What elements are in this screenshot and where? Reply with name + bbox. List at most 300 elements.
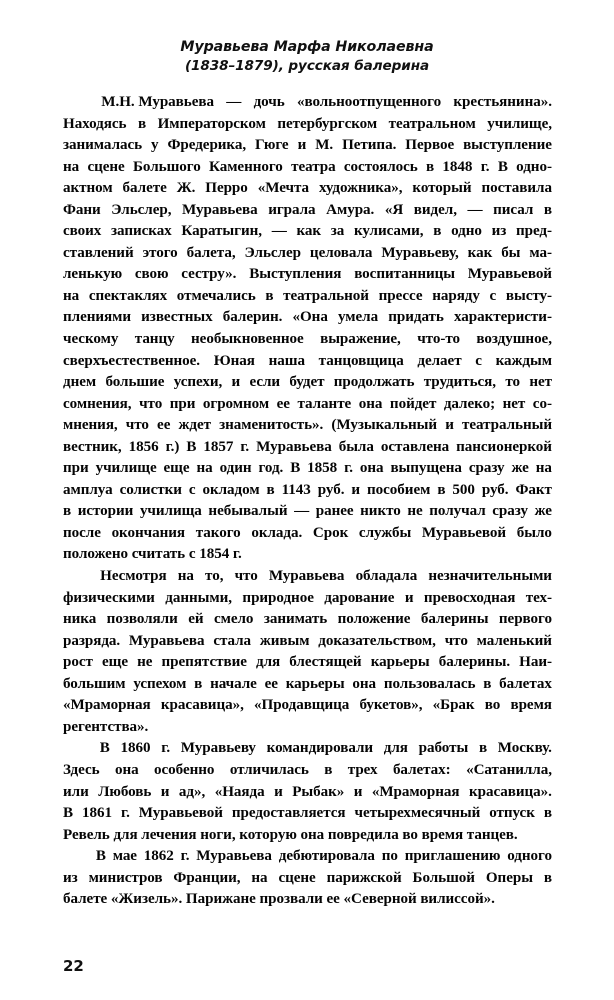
word: балерины. — [438, 654, 511, 671]
word: балетах — [499, 675, 552, 692]
word: ждет — [178, 417, 211, 434]
word: Эльслер — [244, 244, 301, 261]
word: еще — [101, 654, 128, 671]
page-number: 22 — [63, 957, 84, 975]
word: в — [543, 201, 552, 218]
word: этого — [142, 244, 178, 261]
word: препятствие — [161, 654, 247, 671]
word: делает — [417, 352, 462, 369]
text-line — [63, 846, 552, 868]
word: сцене — [87, 158, 125, 175]
word: Фани — [63, 201, 101, 218]
word: 1143 — [281, 481, 311, 498]
word: же — [511, 460, 529, 477]
word: Срок — [312, 524, 349, 541]
word: мае — [112, 848, 137, 865]
word: училище, — [487, 115, 552, 132]
word: с — [475, 352, 482, 369]
word: — — [226, 94, 242, 110]
word: из — [491, 223, 507, 240]
word: «Сатанилла, — [466, 761, 552, 778]
word: танцовщица — [318, 352, 404, 369]
word: что — [444, 632, 468, 649]
paragraph — [63, 738, 552, 846]
text-line — [63, 221, 552, 243]
word: видел, — [413, 201, 457, 218]
word: в — [478, 740, 488, 757]
word: г. — [161, 740, 171, 757]
word: В — [63, 805, 74, 822]
word: во — [484, 697, 501, 714]
word: — — [294, 503, 310, 520]
word: получал — [429, 503, 486, 520]
word: г. — [240, 438, 250, 455]
word: В — [290, 460, 301, 477]
word: Наи- — [519, 654, 552, 671]
word: г. — [120, 805, 130, 822]
word: ника — [63, 611, 97, 628]
word: как — [467, 244, 493, 261]
text-line — [63, 868, 552, 890]
word: по — [381, 848, 398, 865]
word: доказательством, — [318, 632, 436, 649]
word: сразу — [468, 460, 505, 477]
word: ческому — [63, 331, 119, 348]
text-line — [63, 674, 552, 696]
word: амплуа — [63, 481, 113, 498]
word: необыкновенное — [191, 331, 304, 348]
word: наряду — [432, 287, 480, 304]
word: дарование — [324, 589, 395, 606]
word: балетах: — [392, 761, 451, 778]
word: данными, — [165, 589, 232, 606]
word: 1860 — [120, 740, 151, 757]
word: при — [169, 395, 196, 412]
word: в — [437, 481, 446, 498]
word: «Наяда — [214, 783, 265, 800]
text-line — [63, 200, 552, 222]
word: «Она — [292, 309, 328, 326]
word: который — [412, 180, 472, 197]
word: сразу — [492, 503, 528, 520]
word: одно — [451, 223, 482, 240]
word: что — [125, 417, 149, 434]
word: Муравьева — [182, 201, 258, 218]
word: живым — [259, 632, 310, 649]
word: в — [483, 675, 492, 692]
text-line — [63, 588, 552, 610]
word: «Брак — [432, 697, 475, 714]
word: окладом — [202, 481, 260, 498]
word: и — [404, 589, 414, 606]
word: оставлена — [380, 438, 450, 455]
word: начале — [210, 675, 257, 692]
word: еще — [163, 460, 190, 477]
word: Императорском — [157, 115, 266, 132]
word: Муравьеву, — [381, 244, 459, 261]
word: Муравьевой — [138, 805, 223, 822]
word: Эльслер, — [111, 201, 172, 218]
word: своих — [63, 223, 102, 240]
word: г. — [180, 848, 190, 865]
word: не — [407, 503, 423, 520]
word: с — [489, 287, 497, 304]
word: ее — [157, 417, 171, 434]
word: и — [351, 481, 361, 498]
word: природное — [242, 589, 314, 606]
word: карьеры — [370, 654, 430, 671]
word: в — [63, 503, 72, 520]
word: продолжать — [333, 374, 415, 391]
word: в — [265, 287, 274, 304]
word: прессе — [378, 287, 423, 304]
word: Большого — [133, 158, 201, 175]
word: 1858 — [307, 460, 338, 477]
word: писал — [493, 201, 534, 218]
word: в — [324, 761, 333, 778]
text-line — [63, 394, 552, 416]
word: что-то — [417, 331, 460, 348]
word: что — [234, 568, 258, 585]
word: целовала — [309, 244, 373, 261]
text-line — [63, 738, 552, 760]
word: позволяли — [106, 611, 178, 628]
word: Петипа. — [342, 137, 397, 154]
word: на — [177, 568, 194, 585]
word: дочь — [253, 94, 285, 110]
word: сверхъестественное. — [63, 352, 201, 369]
first-line-indent — [63, 738, 89, 760]
word: Большой — [412, 869, 475, 886]
word: Муравьевой — [467, 266, 552, 283]
word: год. — [258, 460, 284, 477]
text-line — [63, 114, 552, 136]
word: каждым — [495, 352, 552, 369]
word: огромном — [202, 395, 270, 412]
word: в — [426, 158, 435, 175]
word: со- — [532, 395, 552, 412]
word: Юная — [213, 352, 255, 369]
word: если — [249, 374, 281, 391]
text-line — [63, 782, 552, 804]
paragraph — [63, 846, 552, 911]
word: и — [160, 783, 170, 800]
word: на — [251, 869, 268, 886]
word: 500 — [452, 481, 475, 498]
word: театральный — [461, 417, 552, 434]
word: в — [543, 869, 552, 886]
word: М.Н. Муравьева — [101, 94, 214, 110]
word: время — [510, 697, 552, 714]
text-line — [63, 264, 552, 286]
heading-title: Муравьева Марфа Николаевна — [180, 39, 434, 55]
word: театральной — [283, 287, 369, 304]
word: красавица». — [468, 783, 552, 800]
word: тех- — [525, 589, 552, 606]
word: выпущена — [390, 460, 462, 477]
word: М. — [315, 137, 334, 154]
word: руб. — [317, 481, 345, 498]
word: и — [274, 783, 283, 800]
word: командировали — [266, 740, 374, 757]
word: Оперы — [485, 869, 533, 886]
word: окончания — [111, 524, 186, 541]
word: маленький — [476, 632, 552, 649]
word: одного — [507, 848, 552, 865]
word: она — [359, 460, 384, 477]
word: 1848 — [442, 158, 473, 175]
word: Фредерика, — [167, 137, 247, 154]
word: на — [63, 287, 80, 304]
word: ад», — [178, 783, 206, 800]
first-line-indent — [63, 846, 89, 868]
word: четырехмесячный — [354, 805, 481, 822]
word: была — [338, 438, 374, 455]
word: пособием — [367, 481, 431, 498]
heading-subtitle: (1838–1879), русская балерина — [184, 58, 430, 74]
word: не — [137, 654, 153, 671]
word: воздушное, — [476, 331, 552, 348]
word: на — [63, 158, 80, 175]
word: в — [137, 115, 147, 132]
word: 1862 — [143, 848, 174, 865]
word: Гюге — [255, 137, 289, 154]
word: балерин. — [222, 309, 283, 326]
word: стала — [213, 632, 252, 649]
word: в — [543, 805, 552, 822]
word: пойдет — [389, 395, 437, 412]
text-line — [63, 286, 552, 308]
word: то, — [205, 568, 224, 585]
word: на — [196, 460, 213, 477]
text-line — [63, 178, 552, 200]
word: было — [516, 524, 552, 541]
word: ленькую — [63, 266, 123, 283]
word: ставлений — [63, 244, 134, 261]
word: В — [186, 438, 197, 455]
word: Муравьева — [256, 438, 332, 455]
word: Ж. — [176, 180, 196, 197]
word: положение — [337, 611, 411, 628]
text-line — [63, 243, 552, 265]
word: за — [330, 223, 345, 240]
word: бы — [501, 244, 521, 261]
word: с — [188, 481, 196, 498]
word: придать — [388, 309, 444, 326]
paragraph — [63, 92, 552, 566]
word: Выступления — [249, 266, 342, 283]
word: ей — [188, 611, 204, 628]
word: Находясь — [63, 115, 127, 132]
text-line: положено считать с 1854 г. — [63, 546, 242, 563]
text-line — [63, 157, 552, 179]
word: Факт — [515, 481, 552, 498]
text-line — [63, 458, 552, 480]
word: и — [353, 783, 363, 800]
text-line — [63, 307, 552, 329]
text-line — [63, 523, 552, 545]
word: приглашению — [404, 848, 501, 865]
word: Амура. — [326, 201, 375, 218]
word: рост — [63, 654, 93, 671]
word: плениями — [63, 309, 132, 326]
word: отпуск — [489, 805, 535, 822]
word: ее — [276, 395, 290, 412]
word: министров — [88, 869, 163, 886]
word: обладала — [355, 568, 418, 585]
word: отличилась — [229, 761, 309, 778]
word: большим — [63, 675, 126, 692]
word: Каратыгин, — [181, 223, 262, 240]
word: красавица», — [160, 697, 244, 714]
word: то — [505, 374, 520, 391]
word: успехи, — [173, 374, 223, 391]
word: небывалый — [208, 503, 288, 520]
word: — — [467, 201, 483, 218]
word: у — [151, 137, 159, 154]
word: Муравьева — [196, 848, 272, 865]
word: сестру». — [181, 266, 237, 283]
word: на — [535, 460, 552, 477]
word: балета, — [186, 244, 236, 261]
word: трех — [347, 761, 378, 778]
word: особенно — [154, 761, 215, 778]
word: Перро — [205, 180, 248, 197]
word: букетов», — [359, 697, 423, 714]
word: работы — [418, 740, 469, 757]
word: училища — [139, 503, 202, 520]
word: спектаклях — [88, 287, 168, 304]
word: днем — [63, 374, 97, 391]
word: пансионеркой — [456, 438, 552, 455]
text-line — [63, 415, 552, 437]
first-line-indent — [63, 92, 89, 114]
text-line: Ревель для лечения ноги, которую она повредила во время танцев. — [63, 826, 518, 843]
word: предоставляется — [231, 805, 346, 822]
word: смело — [213, 611, 254, 628]
word: солистки — [119, 481, 182, 498]
word: Муравьева — [268, 568, 345, 585]
word: карьеры — [285, 675, 345, 692]
word: г. — [480, 158, 490, 175]
word: училище — [95, 460, 157, 477]
word: «Мечта — [257, 180, 309, 197]
word: нет — [502, 395, 526, 412]
word: и — [445, 417, 454, 434]
word: пользовалась — [383, 675, 476, 692]
word: отмечались — [176, 287, 256, 304]
word: разряда. — [63, 632, 121, 649]
word: сомнения, — [63, 395, 132, 412]
word: поставила — [481, 180, 552, 197]
first-line-indent — [63, 566, 89, 588]
word: театра — [291, 158, 336, 175]
word: дебютировала — [278, 848, 375, 865]
word: г.) — [165, 438, 180, 455]
word: в — [266, 481, 275, 498]
text-line — [63, 803, 552, 825]
word: для — [256, 654, 281, 671]
word: Рыбак» — [292, 783, 345, 800]
word: руб. — [481, 481, 509, 498]
word: большие — [105, 374, 165, 391]
word: Муравьевой — [421, 524, 507, 541]
word: после — [63, 524, 101, 541]
word: ма- — [529, 244, 552, 261]
word: занималась — [63, 137, 143, 154]
word: характеристи- — [454, 309, 552, 326]
word: 1857 — [203, 438, 234, 455]
word: ранее — [315, 503, 354, 520]
word: — — [271, 223, 287, 240]
word: нет — [529, 374, 552, 391]
word: при — [63, 460, 89, 477]
word: (Музыкальный — [331, 417, 438, 434]
word: балете — [122, 180, 167, 197]
word: один — [219, 460, 252, 477]
word: из — [63, 869, 78, 886]
word: крестьянина». — [453, 94, 552, 110]
word: в — [433, 223, 442, 240]
word: трудиться, — [423, 374, 497, 391]
word: актном — [63, 180, 113, 197]
text-line — [63, 631, 552, 653]
paragraph — [63, 566, 552, 738]
word: Здесь — [63, 761, 100, 778]
word: службы — [358, 524, 412, 541]
word: танцу — [134, 331, 175, 348]
word: таланте — [297, 395, 352, 412]
word: «Я — [384, 201, 404, 218]
word: Муравьеву — [180, 740, 256, 757]
word: будет — [289, 374, 325, 391]
word: художника», — [318, 180, 403, 197]
word: истории — [77, 503, 134, 520]
word: как — [296, 223, 322, 240]
word: В — [95, 848, 106, 865]
word: и — [297, 137, 307, 154]
word: Москву. — [497, 740, 552, 757]
word: записках — [111, 223, 172, 240]
text-line — [63, 695, 552, 717]
text-line — [63, 566, 552, 588]
text-line — [63, 92, 552, 114]
word: и — [231, 374, 241, 391]
word: сцене — [278, 869, 316, 886]
word: свою — [134, 266, 169, 283]
text-line — [63, 609, 552, 631]
word: пред- — [515, 223, 552, 240]
word: или — [63, 783, 89, 800]
word: первого — [498, 611, 552, 628]
word: балерины — [420, 611, 489, 628]
word: 1856 — [128, 438, 159, 455]
word: Первое — [405, 137, 455, 154]
word: кулисами, — [353, 223, 424, 240]
word: занимать — [263, 611, 328, 628]
word: 1861 — [82, 805, 112, 822]
text-line — [63, 760, 552, 782]
word: одно- — [516, 158, 552, 175]
word: же — [534, 503, 552, 520]
word: для — [383, 740, 408, 757]
word: играла — [268, 201, 316, 218]
text-line — [63, 437, 552, 459]
word: «Мраморная — [63, 697, 151, 714]
word: воспитанницы — [354, 266, 455, 283]
word: наша — [268, 352, 305, 369]
text-line — [63, 652, 552, 674]
